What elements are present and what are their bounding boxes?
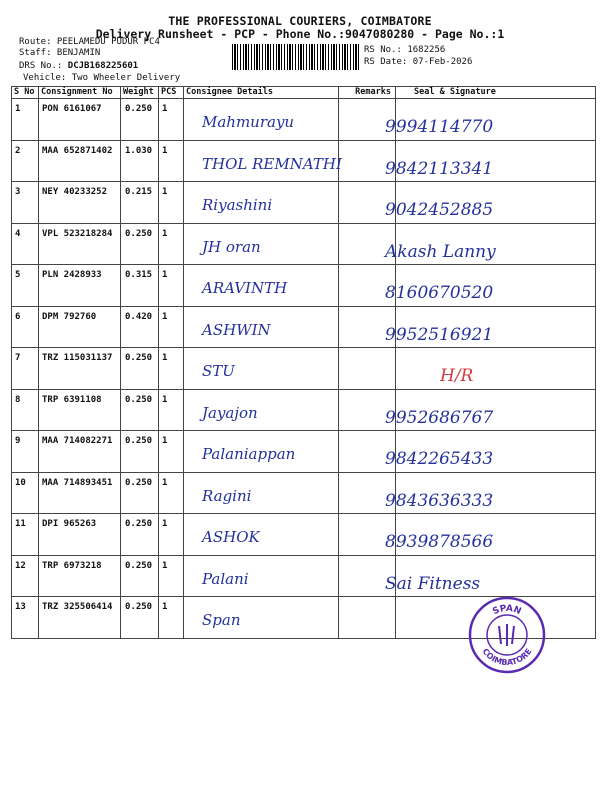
table-header-row (12, 87, 596, 99)
col-weight: Weight (121, 87, 159, 99)
row-pcs (159, 223, 184, 265)
row-weight-text: 0.250 (125, 228, 153, 239)
row-sno (12, 555, 39, 597)
handwritten-signature: 9994114770 (385, 117, 494, 137)
row-sno-text: 1 (15, 104, 21, 114)
row-pcs-text: 1 (162, 187, 168, 197)
row-pcs-text: 1 (162, 560, 168, 571)
row-sno-text: 2 (15, 145, 21, 156)
row-pcs-text: 1 (162, 602, 168, 612)
row-signature-cell (396, 348, 596, 390)
handwritten-consignee-name: JH oran (202, 237, 261, 256)
row-pcs-text: 1 (162, 519, 168, 529)
row-sno-text: 4 (15, 228, 21, 239)
row-pcs-text: 1 (162, 311, 168, 322)
row-consignment-no-text: TRP 6391108 (42, 394, 102, 405)
row-weight-text: 0.250 (125, 602, 153, 612)
col-sno: S No (12, 87, 39, 99)
handwritten-consignee-name: ASHWIN (202, 320, 271, 339)
table-row (12, 265, 596, 307)
table-row (12, 431, 596, 473)
row-sno (12, 223, 39, 265)
table-row (12, 99, 596, 141)
col-signature: Seal & Signature (396, 87, 596, 99)
row-weight (121, 555, 159, 597)
row-consignment-no (39, 182, 121, 224)
row-pcs-text: 1 (162, 477, 168, 488)
row-pcs (159, 514, 184, 556)
row-weight (121, 597, 159, 639)
table-row (12, 348, 596, 390)
row-consignment-no-text: DPM 792760 (42, 311, 97, 322)
table-row (12, 389, 596, 431)
table-row (12, 223, 596, 265)
row-sno (12, 99, 39, 141)
row-weight-text: 0.250 (125, 477, 153, 488)
row-sno-text: 7 (15, 353, 21, 363)
handwritten-signature: 9843636333 (385, 490, 494, 511)
svg-text:COIMBATORE (481, 647, 534, 667)
handwritten-consignee-name: THOL REMNATHI (202, 154, 342, 173)
table-row (12, 514, 596, 556)
row-weight-text: 0.315 (125, 270, 153, 280)
row-sno (12, 265, 39, 307)
col-consignment: Consignment No (39, 87, 121, 99)
handwritten-signature: 9952516921 (385, 324, 494, 345)
row-weight (121, 306, 159, 348)
row-consignment-no-text: NEY 40233252 (42, 187, 108, 197)
row-consignment-no-text: MAA 714082271 (42, 436, 113, 446)
row-consignment-no (39, 389, 121, 431)
row-consignment-no (39, 431, 121, 473)
row-consignment-no (39, 514, 121, 556)
handwritten-consignee-name: Jayajon (202, 403, 258, 422)
row-consignment-no (39, 265, 121, 307)
rs-date: RS Date: 07-Feb-2026 (364, 57, 473, 67)
row-weight-text: 0.215 (125, 187, 153, 197)
row-weight-text: 0.250 (125, 560, 153, 571)
row-sno (12, 140, 39, 182)
row-sno-text: 3 (15, 187, 21, 197)
row-sno-text: 6 (15, 311, 21, 322)
row-weight (121, 182, 159, 224)
vehicle-label: Vehicle: Two Wheeler Delivery (23, 73, 181, 83)
row-weight-text: 0.250 (125, 394, 153, 405)
drs-number (19, 61, 138, 71)
row-weight-text: 0.250 (125, 519, 153, 529)
row-consignment-no-text: TRP 6973218 (42, 560, 102, 571)
table-row (12, 472, 596, 514)
row-pcs-text: 1 (162, 145, 168, 156)
row-pcs-text: 1 (162, 270, 168, 280)
row-pcs (159, 431, 184, 473)
handwritten-signature: Akash Lanny (385, 241, 496, 262)
handwritten-signature: H/R (440, 366, 474, 386)
row-pcs-text: 1 (162, 353, 168, 363)
row-sno-text: 5 (15, 270, 21, 280)
handwritten-consignee-name: ARAVINTH (202, 279, 288, 297)
row-consignment-no-text: MAA 714893451 (42, 477, 113, 488)
row-weight-text: 1.030 (125, 145, 153, 156)
row-consignment-no (39, 348, 121, 390)
row-weight (121, 99, 159, 141)
row-pcs (159, 182, 184, 224)
table-row (12, 555, 596, 597)
handwritten-consignee-name: Palaniappan (202, 445, 296, 463)
row-pcs-text: 1 (162, 436, 168, 446)
row-consignment-no (39, 472, 121, 514)
row-pcs-text: 1 (162, 394, 168, 405)
row-weight-text: 0.250 (125, 436, 153, 446)
row-sno-text: 12 (15, 560, 26, 571)
handwritten-consignee-name: Mahmurayu (202, 113, 295, 131)
company-title: THE PROFESSIONAL COURIERS, COIMBATORE (168, 14, 432, 28)
row-weight (121, 223, 159, 265)
row-pcs (159, 597, 184, 639)
handwritten-signature: 9042452885 (385, 200, 494, 220)
handwritten-signature: 9842265433 (385, 449, 494, 469)
row-weight (121, 140, 159, 182)
handwritten-signature: 8160670520 (385, 283, 494, 303)
row-sno (12, 389, 39, 431)
row-consignment-no (39, 140, 121, 182)
staff-label: Staff: BENJAMIN (19, 48, 101, 58)
row-consignment-no (39, 555, 121, 597)
row-consignment-no-text: PON 6161067 (42, 104, 102, 114)
row-consignment-no-text: MAA 652871402 (42, 145, 113, 156)
rs-number: RS No.: 1682256 (364, 45, 446, 55)
row-pcs (159, 472, 184, 514)
col-consignee: Consignee Details (184, 87, 339, 99)
handwritten-consignee-name: Palani (202, 569, 249, 588)
barcode (232, 44, 360, 70)
handwritten-signature: Sai Fitness (385, 573, 481, 594)
row-weight (121, 265, 159, 307)
row-pcs (159, 140, 184, 182)
row-pcs-text: 1 (162, 104, 168, 114)
row-consignment-no (39, 99, 121, 141)
row-consignment-no (39, 223, 121, 265)
handwritten-consignee-name: Span (202, 611, 241, 629)
row-pcs (159, 99, 184, 141)
row-consignment-no-text: DPI 965263 (42, 519, 97, 529)
drs-value: DCJB168225601 (67, 61, 139, 71)
handwritten-consignee-name: ASHOK (202, 528, 260, 546)
row-weight (121, 514, 159, 556)
row-sno-text: 10 (15, 477, 26, 488)
handwritten-signature: 9952686767 (385, 407, 494, 428)
row-sno-text: 11 (15, 519, 26, 529)
row-weight (121, 431, 159, 473)
row-sno-text: 8 (15, 394, 21, 405)
table-row (12, 306, 596, 348)
row-sno (12, 431, 39, 473)
row-weight (121, 348, 159, 390)
row-weight (121, 472, 159, 514)
stamp-bottom-text: COIMBATORE (480, 646, 534, 668)
drs-label: DRS No.: (19, 61, 63, 71)
handwritten-signature: 9842113341 (385, 158, 494, 179)
handwritten-consignee-name: Riyashini (202, 196, 273, 214)
row-pcs (159, 389, 184, 431)
row-sno (12, 348, 39, 390)
row-sno-text: 9 (15, 436, 21, 446)
route-label: Route: PEELAMEDU PUDUR PC4 (19, 37, 160, 47)
row-sno-text: 13 (15, 602, 26, 612)
row-remarks-cell (339, 597, 396, 639)
row-pcs (159, 348, 184, 390)
row-consignment-no (39, 597, 121, 639)
row-consignment-no-text: PLN 2428933 (42, 270, 102, 280)
row-weight-text: 0.250 (125, 353, 153, 363)
row-pcs (159, 265, 184, 307)
span-seal-stamp (468, 596, 546, 674)
row-sno (12, 182, 39, 224)
row-consignment-no-text: VPL 523218284 (42, 228, 113, 239)
row-remarks-cell (339, 348, 396, 390)
runsheet-subtitle: Delivery Runsheet - PCP - Phone No.:9047080280 - Page No.:1 (95, 27, 505, 41)
row-sno (12, 472, 39, 514)
row-pcs (159, 555, 184, 597)
handwritten-consignee-name: Ragini (202, 486, 252, 505)
col-pcs: PCS (159, 87, 184, 99)
row-pcs (159, 306, 184, 348)
row-sno (12, 514, 39, 556)
row-weight (121, 389, 159, 431)
row-consignment-no-text: TRZ 115031137 (42, 353, 113, 363)
row-sno (12, 306, 39, 348)
row-consignment-no (39, 306, 121, 348)
row-sno (12, 597, 39, 639)
row-weight-text: 0.250 (125, 104, 153, 114)
row-consignment-no-text: TRZ 325506414 (42, 602, 113, 612)
stamp-top-text: SPAN (491, 603, 523, 618)
row-weight-text: 0.420 (125, 311, 153, 322)
handwritten-signature: 8939878566 (385, 532, 494, 552)
row-pcs-text: 1 (162, 228, 168, 239)
table-row (12, 182, 596, 224)
handwritten-consignee-name: STU (202, 362, 235, 380)
col-remarks: Remarks (339, 87, 396, 99)
